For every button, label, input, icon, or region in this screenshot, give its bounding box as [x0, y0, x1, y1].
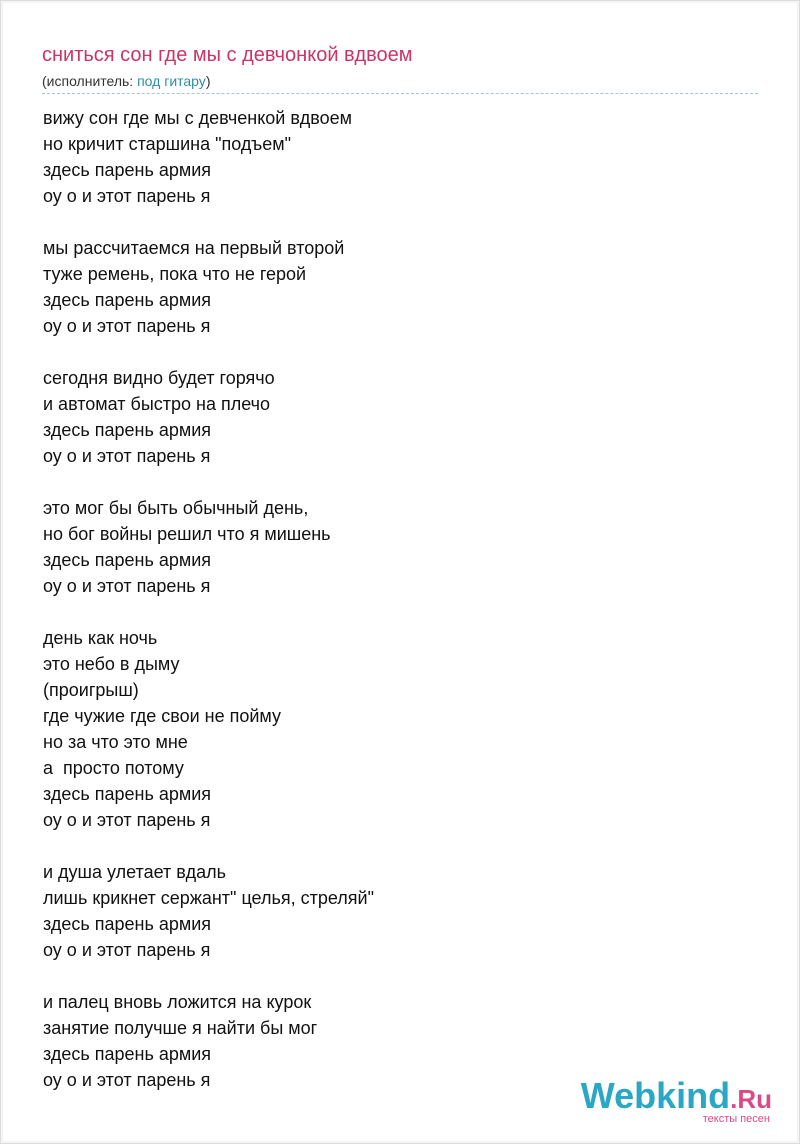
lyric-line: где чужие где свои не пойму [43, 706, 281, 726]
performer-suffix: ) [205, 73, 211, 89]
lyric-line: здесь парень армия [43, 290, 212, 310]
site-logo[interactable] [581, 1076, 772, 1125]
lyric-line [43, 963, 374, 989]
lyric-line: оу о и этот парень я [43, 446, 211, 466]
lyric-line [43, 209, 374, 235]
lyric-line: это небо в дыму [43, 654, 180, 674]
lyric-line: а просто потому [43, 758, 184, 778]
lyric-line: но за что это мне [43, 732, 188, 752]
lyric-line: это мог бы быть обычный день, [43, 498, 309, 518]
lyric-line: оу о и этот парень я [43, 940, 211, 960]
lyric-line: оу о и этот парень я [43, 1070, 211, 1090]
lyric-line: здесь парень армия [43, 1044, 212, 1064]
lyric-line [43, 339, 374, 365]
lyrics-text [43, 105, 374, 1093]
logo-main-text: Webkind [580, 1075, 731, 1116]
lyric-line: здесь парень армия [43, 550, 212, 570]
lyric-line [43, 833, 374, 859]
lyric-line: но бог войны решил что я мишень [43, 524, 331, 544]
lyric-line: и автомат быстро на плечо [43, 394, 271, 414]
lyric-line: (проигрыш) [43, 680, 139, 700]
lyric-line: оу о и этот парень я [43, 810, 211, 830]
lyric-line: и палец вновь ложится на курок [43, 992, 312, 1012]
lyric-line: здесь парень армия [43, 420, 212, 440]
lyric-line: день как ночь [43, 628, 158, 648]
lyric-line: сегодня видно будет горячо [43, 368, 275, 388]
lyric-line: здесь парень армия [43, 914, 212, 934]
lyric-line: здесь парень армия [43, 784, 212, 804]
performer-prefix: (исполнитель: [42, 73, 138, 89]
lyric-line: занятие получше я найти бы мог [43, 1018, 318, 1038]
lyric-line: туже ремень, пока что не герой [43, 264, 307, 284]
performer-line [42, 73, 210, 89]
lyric-line: лишь крикнет сержант" целья, стреляй" [43, 888, 374, 908]
lyric-line: оу о и этот парень я [43, 186, 211, 206]
title-divider [42, 93, 758, 94]
lyric-line: здесь парень армия [43, 160, 212, 180]
lyric-line [43, 599, 374, 625]
song-title: сниться сон где мы с девчонкой вдвоем [42, 44, 413, 66]
lyric-line: мы рассчитаемся на первый второй [43, 238, 345, 258]
logo-suffix: .Ru [730, 1084, 772, 1114]
lyric-line: и душа улетает вдаль [43, 862, 226, 882]
lyric-line: вижу сон где мы с девченкой вдвоем [43, 108, 352, 128]
performer-link[interactable]: под гитару [137, 73, 206, 89]
lyric-line: но кричит старшина "подъем" [43, 134, 291, 154]
lyric-line: оу о и этот парень я [43, 576, 211, 596]
logo-tagline: тексты песен [702, 1113, 770, 1125]
lyric-line [43, 469, 374, 495]
lyric-line: оу о и этот парень я [43, 316, 211, 336]
